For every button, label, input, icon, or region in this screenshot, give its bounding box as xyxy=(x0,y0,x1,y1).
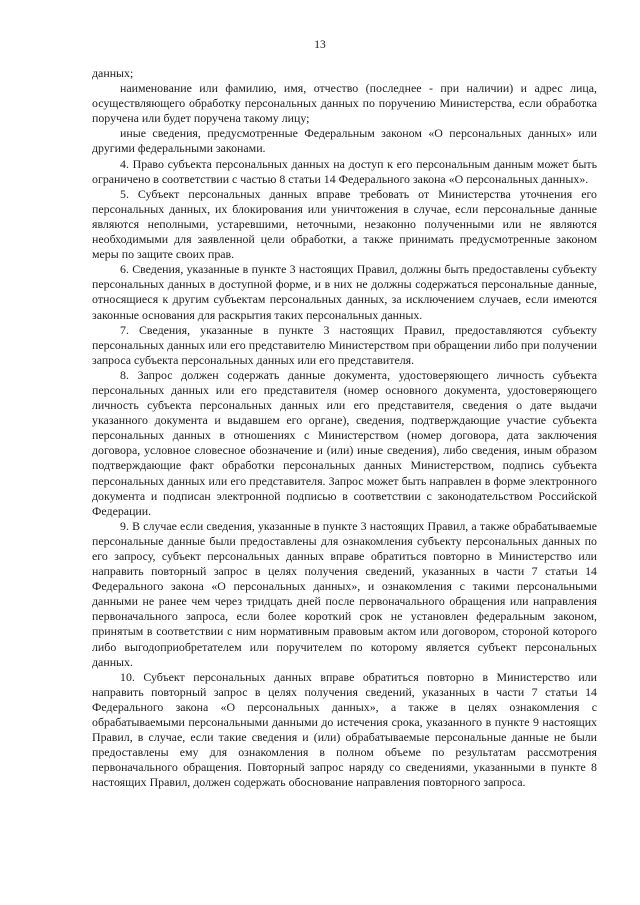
paragraph-item-6: 6. Сведения, указанные в пункте 3 настоящих Правил, должны быть предоставлены субъекту персональных данных в доступной форме, и в них не должны содержаться персональные данные, относящиеся к другим субъектам персональных данных, за исключением случаев, если имеются законные основания для раскрытия таких персональных данных. xyxy=(92,262,597,322)
paragraph-item-4: 4. Право субъекта персональных данных на доступ к его персональным данным может быть ограничено в соответствии с частью 8 статьи 14 Федерального закона «О персональных данных». xyxy=(92,156,597,186)
paragraph-item-5: 5. Субъект персональных данных вправе требовать от Министерства уточнения его персональных данных, их блокирования или уничтожения в случае, если персональные данные являются неполными, устаревшими, неточными, незаконно полученными или не являются необходимыми для заявленной цели обработки, а также принимать предусмотренные законом меры по защите своих прав. xyxy=(92,186,597,262)
paragraph-item-10: 10. Субъект персональных данных вправе обратиться повторно в Министерство или направить повторный запрос в целях получения сведений, указанных в части 7 статьи 14 Федерального закона «О персональных данных», а также в целях ознакомления с обрабатываемыми персональными данными до истечения срока, указанного в пункте 9 настоящих Правил, в случае, если такие сведения и (или) обрабатываемые персональные данные не были предоставлены ему для ознакомления в полном объеме по результатам рассмотрения первоначального обращения. Повторный запрос наряду со сведениями, указанными в пункте 8 настоящих Правил, должен содержать обоснование направления повторного запроса. xyxy=(92,669,597,790)
paragraph-processor-info: наименование или фамилию, имя, отчество (последнее - при наличии) и адрес лица, осуществляющего обработку персональных данных по поручению Министерства, если обработка поручена или будет поручена такому лицу; xyxy=(92,81,597,126)
paragraph-continuation: данных; xyxy=(92,66,134,80)
page-number: 13 xyxy=(314,39,326,51)
document-body xyxy=(92,66,597,791)
paragraph-item-9: 9. В случае если сведения, указанные в пункте 3 настоящих Правил, а также обрабатываемые персональные данные были предоставлены для ознакомления субъекту персональных данных по его запросу, субъект персональных данных вправе обратиться повторно в Министерство или направить повторный запрос в целях получения сведений, указанных в части 7 статьи 14 Федерального закона «О персональных данных», и ознакомления с такими персональными данными не ранее чем через тридцать дней после первоначального обращения или направления первоначального запроса, если более короткий срок не установлен федеральным законом, принятым в соответствии с ним нормативным правовым актом или договором, стороной которого либо выгодоприобретателем или поручителем по которому является субъект персональных данных. xyxy=(92,518,597,669)
paragraph-other-info: иные сведения, предусмотренные Федеральным законом «О персональных данных» или другими федеральными законами. xyxy=(92,126,597,156)
paragraph-item-7: 7. Сведения, указанные в пункте 3 настоящих Правил, предоставляются субъекту персональных данных или его представителю Министерством при обращении либо при получении запроса субъекта персональных данных или его представителя. xyxy=(92,322,597,367)
paragraph-item-8: 8. Запрос должен содержать данные документа, удостоверяющего личность субъекта персональных данных или его представителя (номер основного документа, удостоверяющего личность субъекта персональных данных или его представителя, сведения о дате выдачи указанного документа и выдавшем его органе), сведения, подтверждающие участие субъекта персональных данных в отношениях с Министерством (номер договора, дата заключения договора, условное словесное обозначение и (или) иные сведения), либо сведения, иным образом подтверждающие факт обработки персональных данных Министерством, подпись субъекта персональных данных или его представителя. Запрос может быть направлен в форме электронного документа и подписан электронной подписью в соответствии с законодательством Российской Федерации. xyxy=(92,367,597,518)
